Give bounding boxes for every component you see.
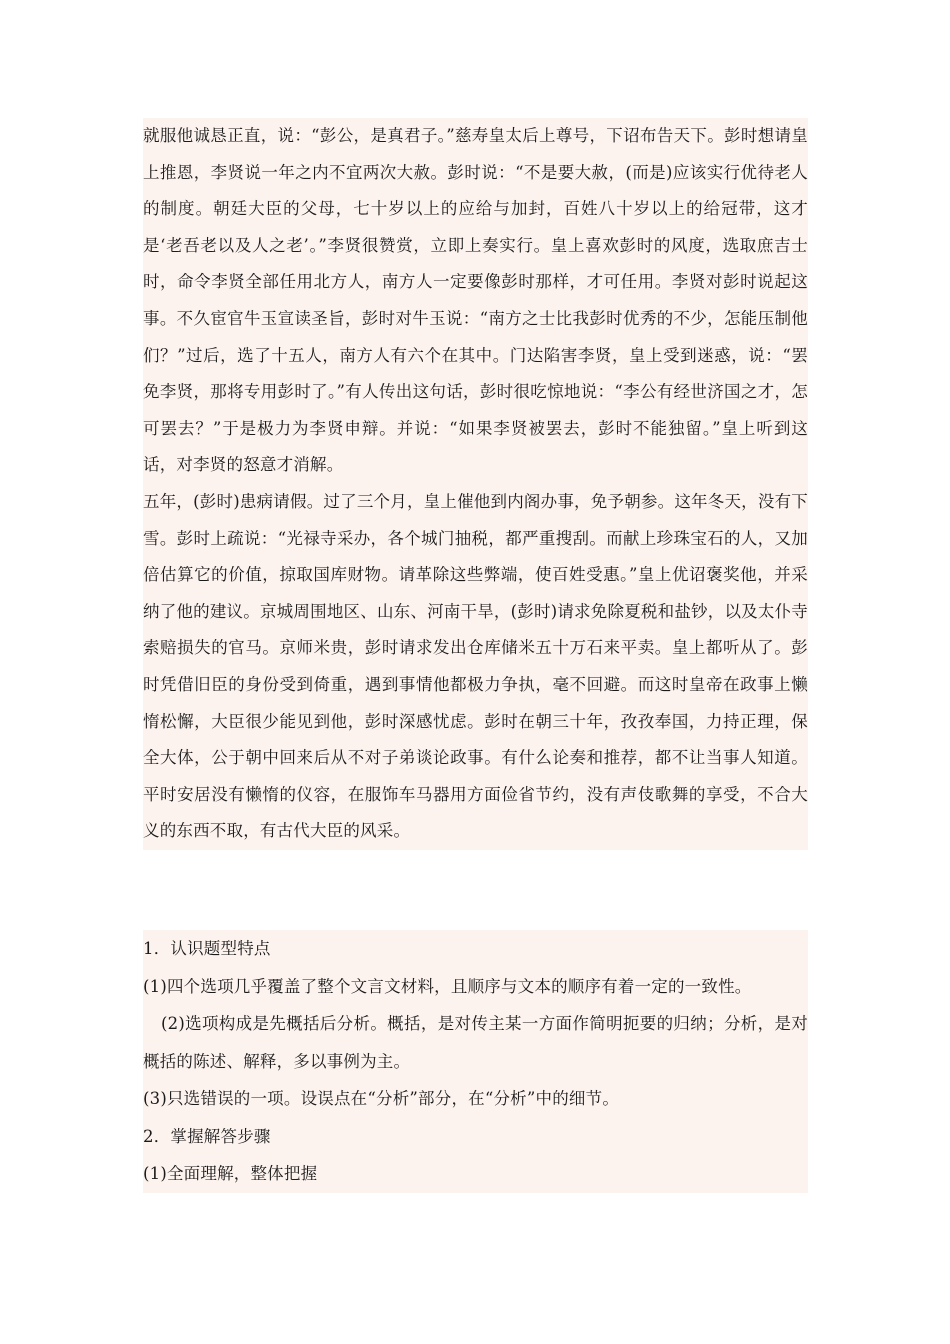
translation-paragraph-2: 五年，(彭时)患病请假。过了三个月，皇上催他到内阁办事，免予朝参。这年冬天，没有下雪。彭时上疏说：“光禄寺采办，各个城门抽税，都严重搜刮。而献上珍珠宝石的人，又加倍估算它的价值，掠取国库财物。请革除这些弊端，使百姓受惠。”皇上优诏褒奖他，并采纳了他的建议。京城周围地区、山东、河南干旱，(彭时)请求免除夏税和盐钞，以及太仆寺索赔损失的官马。京师米贵，彭时请求发出仓库储米五十万石来平卖。皇上都听从了。彭时凭借旧臣的身份受到倚重，遇到事情他都极力争执，毫不回避。而这时皇帝在政事上懒惰松懈，大臣很少能见到他，彭时深感忧虑。彭时在朝三十年，孜孜奉国，力持正理，保全大体，公于朝中回来后从不对子弟谈论政事。有什么论奏和推荐，都不让当事人知道。平时安居没有懒惰的仪容，在服饰车马器用方面俭省节约，没有声伎歌舞的享受，不合大义的东西不取，有古代大臣的风采。 xyxy=(143,491,808,841)
note-item-3: (3)只选错误的一项。设误点在“分析”部分，在“分析”中的细节。 xyxy=(143,1089,620,1108)
translation-passage xyxy=(143,118,808,850)
note-item-4: (1)全面理解，整体把握 xyxy=(143,1164,318,1183)
translation-paragraph-1: 就服他诚恳正直，说：“彭公，是真君子。”慈寿皇太后上尊号，下诏布告天下。彭时想请皇上推恩，李贤说一年之内不宜两次大赦。彭时说：“不是要大赦，(而是)应该实行优待老人的制度。朝廷大臣的父母，七十岁以上的应给与加封，百姓八十岁以上的给冠带，这才是‘老吾老以及人之老’。”李贤很赞赏，立即上奏实行。皇上喜欢彭时的风度，选取庶吉士时，命令李贤全部任用北方人，南方人一定要像彭时那样，才可任用。李贤对彭时说起这事。不久宦官牛玉宣读圣旨，彭时对牛玉说：“南方之士比我彭时优秀的不少，怎能压制他们？”过后，选了十五人，南方人有六个在其中。门达陷害李贤，皇上受到迷惑，说：“罢免李贤，那将专用彭时了。”有人传出这句话，彭时很吃惊地说：“李公有经世济国之才，怎可罢去？”于是极力为李贤申辩。并说：“如果李贤被罢去，彭时不能独留。”皇上听到这话，对李贤的怒意才消解。 xyxy=(143,126,808,475)
section-heading-question-type: 1．认识题型特点 xyxy=(143,939,271,958)
method-notes xyxy=(143,930,808,1193)
section-heading-answer-steps: 2．掌握解答步骤 xyxy=(143,1126,271,1146)
note-item-2: (2)选项构成是先概括后分析。概括，是对传主某一方面作简明扼要的归纳；分析，是对概括的陈述、解释，多以事例为主。 xyxy=(143,1014,808,1071)
note-item-1: (1)四个选项几乎覆盖了整个文言文材料，且顺序与文本的顺序有着一定的一致性。 xyxy=(143,976,752,996)
